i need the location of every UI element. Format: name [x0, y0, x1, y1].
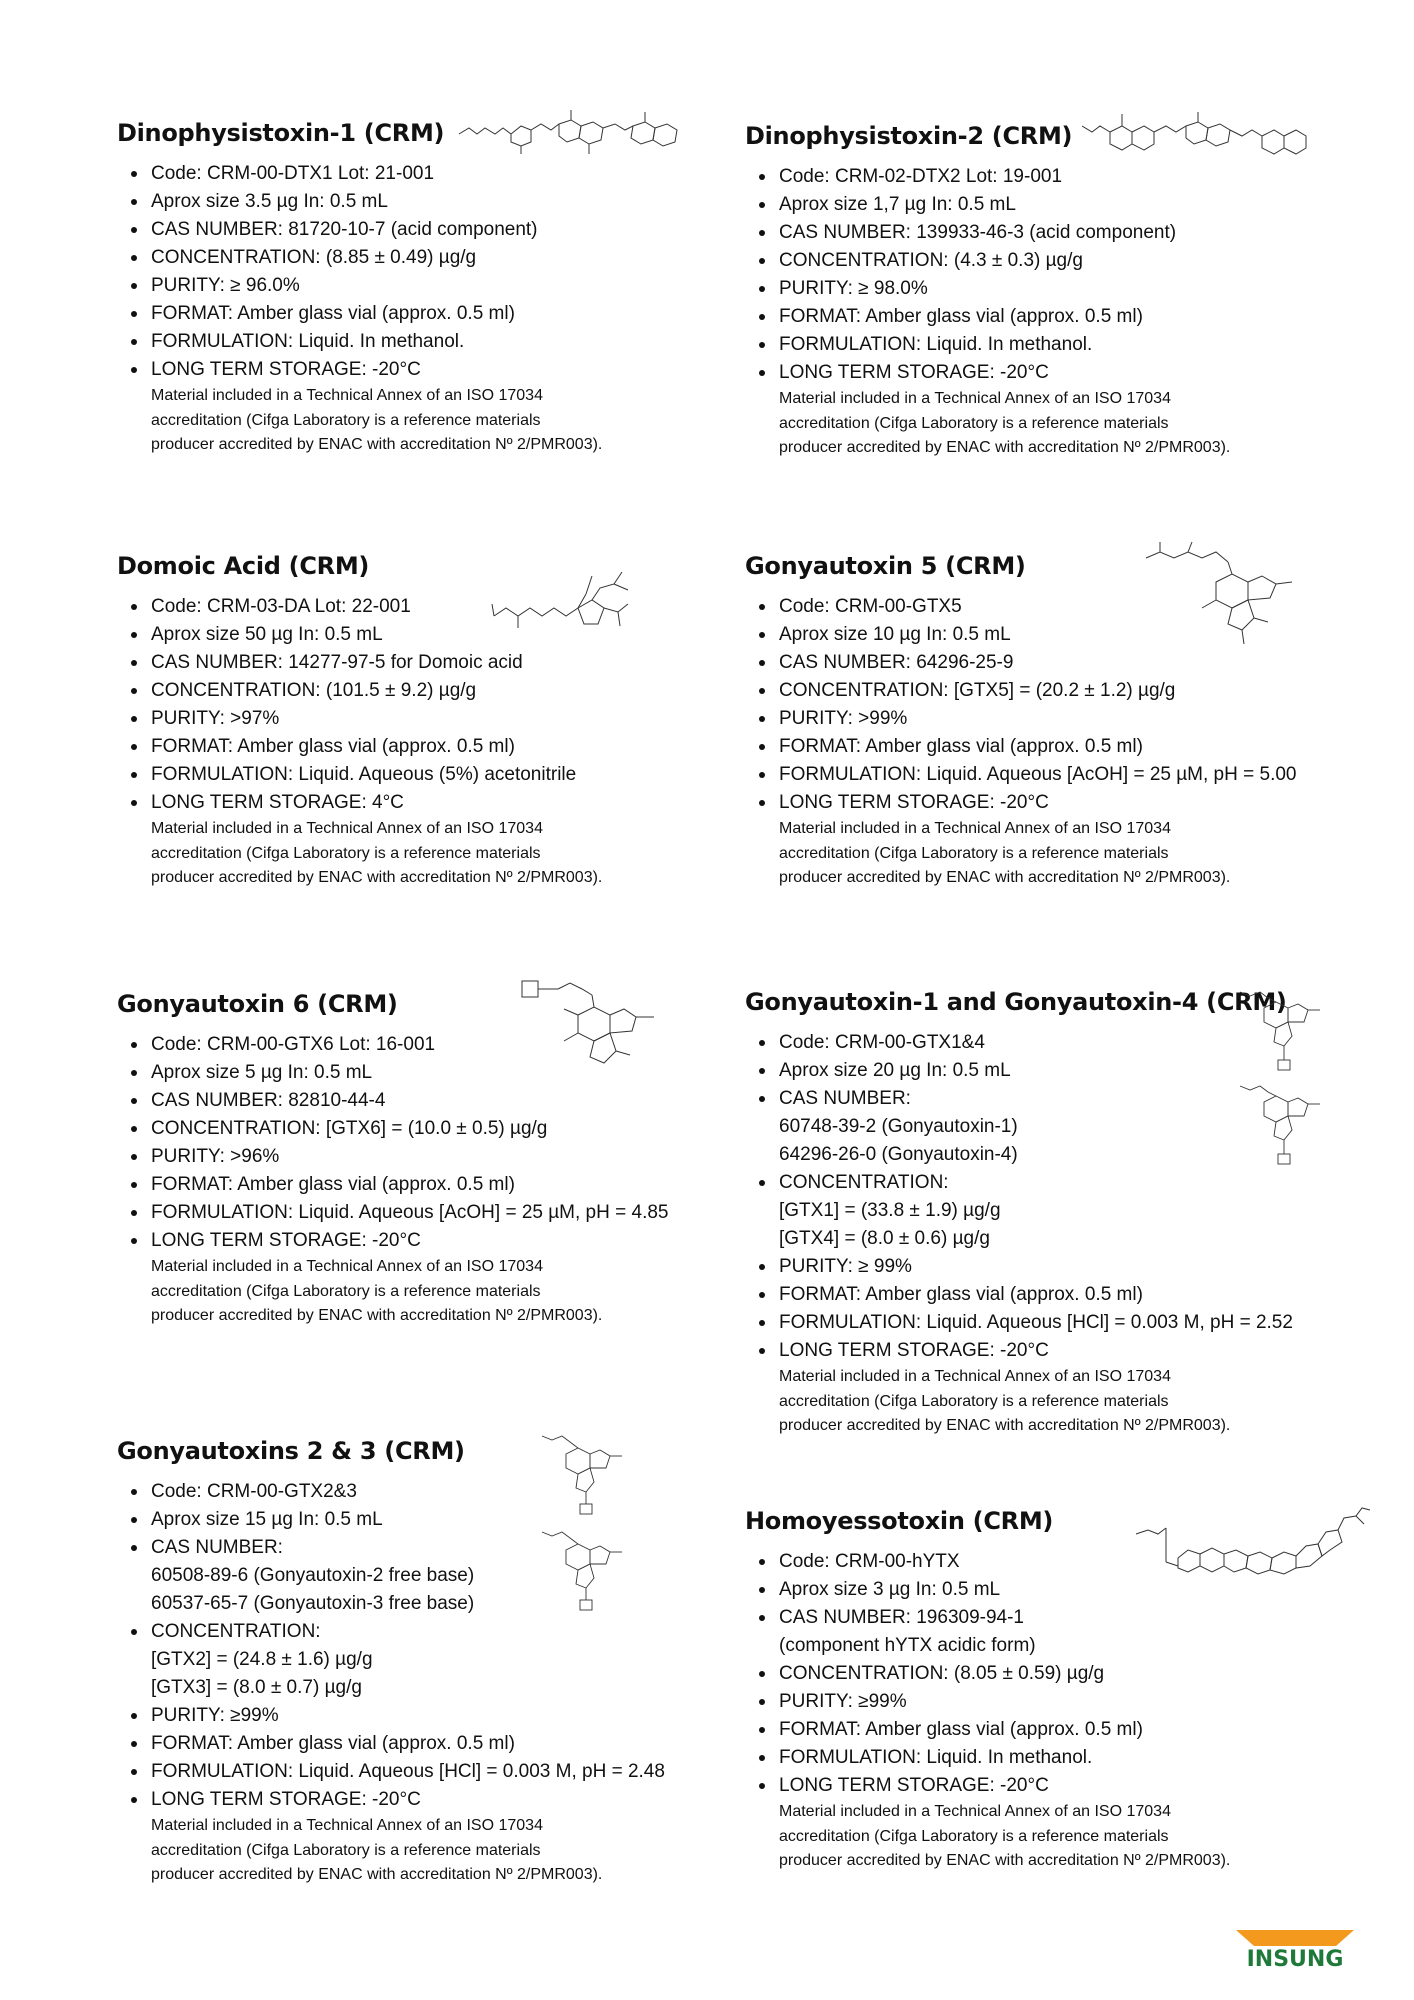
spec-item — [745, 1169, 1345, 1253]
spec-line: FORMAT: Amber glass vial (approx. 0.5 ml) — [779, 1719, 1143, 1740]
spec-item — [745, 761, 1345, 789]
spec-line: PURITY: >97% — [151, 708, 280, 729]
spec-line: LONG TERM STORAGE: -20°C — [779, 792, 1049, 813]
spec-line: FORMAT: Amber glass vial (approx. 0.5 ml) — [779, 736, 1143, 757]
spec-line: Code: CRM-00-GTX6 Lot: 16-001 — [151, 1034, 436, 1055]
spec-line: Code: CRM-00-hYTX — [779, 1551, 960, 1572]
spec-line: FORMULATION: Liquid. Aqueous [HCl] = 0.003 M, pH = 2.48 — [151, 1761, 665, 1782]
spec-line: CONCENTRATION: (101.5 ± 9.2) µg/g — [151, 680, 477, 701]
spec-item — [745, 1772, 1345, 1800]
spec-item — [117, 1115, 717, 1143]
spec-item — [745, 219, 1345, 247]
spec-item — [117, 789, 717, 817]
spec-line: CAS NUMBER: 82810-44-4 — [151, 1090, 386, 1111]
dtx1-structure-icon — [455, 104, 685, 158]
spec-item — [745, 733, 1345, 761]
product-title: Domoic Acid (CRM) — [117, 552, 370, 580]
spec-item — [117, 761, 717, 789]
spec-line: FORMULATION: Liquid. Aqueous [AcOH] = 25 µM, pH = 4.85 — [151, 1202, 669, 1223]
spec-line: Code: CRM-02-DTX2 Lot: 19-001 — [779, 166, 1063, 187]
spec-item — [745, 789, 1345, 817]
spec-line: 60537-65-7 (Gonyautoxin-3 free base) — [151, 1593, 475, 1614]
dtx2-structure-icon — [1078, 106, 1310, 160]
spec-line: 64296-26-0 (Gonyautoxin-4) — [779, 1144, 1018, 1165]
spec-item — [745, 1604, 1345, 1660]
spec-item — [117, 1171, 717, 1199]
spec-item — [745, 1744, 1345, 1772]
product-title: Dinophysistoxin-1 (CRM) — [117, 119, 445, 147]
spec-line: FORMAT: Amber glass vial (approx. 0.5 ml) — [151, 303, 515, 324]
spec-line: Code: CRM-00-DTX1 Lot: 21-001 — [151, 163, 435, 184]
spec-item — [745, 1309, 1345, 1337]
logo-text: INSUNG — [1246, 1947, 1344, 1972]
spec-line: CONCENTRATION: (8.05 ± 0.59) µg/g — [779, 1663, 1105, 1684]
spec-line: 60508-89-6 (Gonyautoxin-2 free base) — [151, 1565, 475, 1586]
spec-line: Code: CRM-00-GTX2&3 — [151, 1481, 357, 1502]
spec-item — [117, 356, 717, 384]
spec-line: FORMAT: Amber glass vial (approx. 0.5 ml) — [151, 736, 515, 757]
note-line: Material included in a Technical Annex of an ISO 17034 — [151, 1258, 543, 1275]
spec-line: PURITY: ≥ 96.0% — [151, 275, 300, 296]
spec-line: CONCENTRATION: (8.85 ± 0.49) µg/g — [151, 247, 477, 268]
spec-line: Code: CRM-00-GTX1&4 — [779, 1032, 985, 1053]
spec-item — [745, 705, 1345, 733]
accreditation-note — [779, 817, 1345, 891]
note-line: producer accredited by ENAC with accreditation Nº 2/PMR003). — [779, 1852, 1231, 1869]
spec-line: LONG TERM STORAGE: 4°C — [151, 792, 404, 813]
spec-line: Aprox size 3.5 µg In: 0.5 mL — [151, 191, 388, 212]
spec-line: PURITY: ≥99% — [151, 1705, 279, 1726]
note-line: accreditation (Cifga Laboratory is a reference materials — [779, 844, 1169, 862]
spec-item — [117, 160, 717, 188]
gtx6-structure-icon — [508, 975, 662, 1079]
spec-line: CAS NUMBER: 81720-10-7 (acid component) — [151, 219, 538, 240]
product-card-dtx1 — [117, 118, 717, 458]
note-line: accreditation (Cifga Laboratory is a reference materials — [779, 1392, 1169, 1410]
note-line: accreditation (Cifga Laboratory is a reference materials — [779, 414, 1169, 432]
spec-item — [745, 1688, 1345, 1716]
spec-item — [745, 303, 1345, 331]
note-line: accreditation (Cifga Laboratory is a reference materials — [151, 1282, 541, 1300]
note-line: Material included in a Technical Annex of an ISO 17034 — [151, 387, 543, 404]
note-line: Material included in a Technical Annex of an ISO 17034 — [779, 390, 1171, 407]
spec-line: Aprox size 15 µg In: 0.5 mL — [151, 1509, 383, 1530]
spec-line: Code: CRM-03-DA Lot: 22-001 — [151, 596, 411, 617]
spec-item — [745, 275, 1345, 303]
spec-item — [745, 359, 1345, 387]
spec-line: CONCENTRATION: (4.3 ± 0.3) µg/g — [779, 250, 1083, 271]
note-line: Material included in a Technical Annex of an ISO 17034 — [779, 1803, 1171, 1820]
note-line: producer accredited by ENAC with accreditation Nº 2/PMR003). — [779, 1417, 1231, 1434]
spec-item — [117, 1758, 717, 1786]
spec-line: LONG TERM STORAGE: -20°C — [779, 362, 1049, 383]
note-line: Material included in a Technical Annex of an ISO 17034 — [151, 820, 543, 837]
spec-line: CAS NUMBER: — [779, 1088, 911, 1109]
accreditation-note — [151, 384, 717, 458]
spec-line: (component hYTX acidic form) — [779, 1635, 1036, 1656]
spec-line: CAS NUMBER: — [151, 1537, 283, 1558]
spec-item — [117, 1199, 717, 1227]
note-line: accreditation (Cifga Laboratory is a reference materials — [779, 1827, 1169, 1845]
spec-line: Aprox size 50 µg In: 0.5 mL — [151, 624, 383, 645]
spec-item — [117, 1227, 717, 1255]
product-title: Homoyessotoxin (CRM) — [745, 1507, 1054, 1535]
product-title: Dinophysistoxin-2 (CRM) — [745, 122, 1073, 150]
spec-line: [GTX4] = (8.0 ± 0.6) µg/g — [779, 1228, 990, 1249]
spec-line: Code: CRM-00-GTX5 — [779, 596, 962, 617]
spec-line: PURITY: ≥99% — [779, 1691, 907, 1712]
spec-line: LONG TERM STORAGE: -20°C — [151, 1230, 421, 1251]
spec-line: CONCENTRATION: [GTX6] = (10.0 ± 0.5) µg/g — [151, 1118, 548, 1139]
spec-line: CAS NUMBER: 14277-97-5 for Domoic acid — [151, 652, 523, 673]
spec-line: Aprox size 3 µg In: 0.5 mL — [779, 1579, 1001, 1600]
product-title: Gonyautoxin-1 and Gonyautoxin-4 (CRM) — [745, 988, 1287, 1016]
spec-line: Aprox size 5 µg In: 0.5 mL — [151, 1062, 373, 1083]
spec-line: CAS NUMBER: 64296-25-9 — [779, 652, 1014, 673]
spec-item — [745, 191, 1345, 219]
product-card-dtx2 — [745, 121, 1345, 461]
note-line: Material included in a Technical Annex of an ISO 17034 — [779, 820, 1171, 837]
spec-line: FORMULATION: Liquid. In methanol. — [779, 1747, 1093, 1768]
spec-line: PURITY: ≥ 98.0% — [779, 278, 928, 299]
note-line: accreditation (Cifga Laboratory is a reference materials — [151, 1841, 541, 1859]
spec-item — [117, 733, 717, 761]
gtx1-4-structure-icon — [1234, 986, 1326, 1176]
spec-line: FORMULATION: Liquid. Aqueous (5%) acetonitrile — [151, 764, 577, 785]
note-line: accreditation (Cifga Laboratory is a reference materials — [151, 844, 541, 862]
hytx-structure-icon — [1130, 1500, 1374, 1600]
spec-line: CONCENTRATION: — [779, 1172, 949, 1193]
spec-item — [117, 1702, 717, 1730]
spec-line: FORMULATION: Liquid. Aqueous [AcOH] = 25 µM, pH = 5.00 — [779, 764, 1297, 785]
spec-item — [117, 188, 717, 216]
spec-item — [745, 1253, 1345, 1281]
spec-line: CONCENTRATION: — [151, 1621, 321, 1642]
spec-line: LONG TERM STORAGE: -20°C — [779, 1775, 1049, 1796]
spec-line: FORMAT: Amber glass vial (approx. 0.5 ml) — [779, 306, 1143, 327]
product-title: Gonyautoxin 6 (CRM) — [117, 990, 398, 1018]
spec-item — [117, 300, 717, 328]
spec-item — [117, 705, 717, 733]
spec-item — [117, 677, 717, 705]
spec-line: LONG TERM STORAGE: -20°C — [151, 359, 421, 380]
accreditation-note — [779, 387, 1345, 461]
spec-line: PURITY: >96% — [151, 1146, 280, 1167]
spec-line: CONCENTRATION: [GTX5] = (20.2 ± 1.2) µg/g — [779, 680, 1176, 701]
product-title: Gonyautoxin 5 (CRM) — [745, 552, 1026, 580]
spec-line: Aprox size 20 µg In: 0.5 mL — [779, 1060, 1011, 1081]
spec-line: Aprox size 1,7 µg In: 0.5 mL — [779, 194, 1016, 215]
spec-line: CAS NUMBER: 196309-94-1 — [779, 1607, 1024, 1628]
spec-item — [117, 1143, 717, 1171]
spec-line: FORMULATION: Liquid. In methanol. — [779, 334, 1093, 355]
spec-line: [GTX2] = (24.8 ± 1.6) µg/g — [151, 1649, 373, 1670]
spec-line: CAS NUMBER: 139933-46-3 (acid component) — [779, 222, 1177, 243]
spec-item — [745, 677, 1345, 705]
spec-item — [117, 1087, 717, 1115]
spec-item — [117, 216, 717, 244]
note-line: producer accredited by ENAC with accreditation Nº 2/PMR003). — [779, 869, 1231, 886]
accreditation-note — [779, 1365, 1345, 1439]
spec-line: FORMAT: Amber glass vial (approx. 0.5 ml) — [151, 1174, 515, 1195]
spec-item — [117, 1618, 717, 1702]
note-line: producer accredited by ENAC with accreditation Nº 2/PMR003). — [151, 436, 603, 453]
note-line: Material included in a Technical Annex of an ISO 17034 — [779, 1368, 1171, 1385]
spec-item — [745, 1281, 1345, 1309]
note-line: Material included in a Technical Annex of an ISO 17034 — [151, 1817, 543, 1834]
spec-item — [745, 331, 1345, 359]
spec-line: FORMAT: Amber glass vial (approx. 0.5 ml) — [151, 1733, 515, 1754]
accreditation-note — [151, 1814, 717, 1888]
spec-line: PURITY: ≥ 99% — [779, 1256, 912, 1277]
spec-line: [GTX3] = (8.0 ± 0.7) µg/g — [151, 1677, 362, 1698]
spec-item — [117, 272, 717, 300]
spec-item — [745, 1337, 1345, 1365]
note-line: producer accredited by ENAC with accreditation Nº 2/PMR003). — [151, 869, 603, 886]
spec-line: 60748-39-2 (Gonyautoxin-1) — [779, 1116, 1018, 1137]
note-line: accreditation (Cifga Laboratory is a reference materials — [151, 411, 541, 429]
note-line: producer accredited by ENAC with accreditation Nº 2/PMR003). — [151, 1307, 603, 1324]
spec-item — [117, 1730, 717, 1758]
gtx2-3-structure-icon — [536, 1428, 628, 1624]
spec-item — [117, 328, 717, 356]
spec-item — [117, 649, 717, 677]
spec-list — [117, 160, 717, 384]
spec-item — [745, 1716, 1345, 1744]
spec-item — [745, 247, 1345, 275]
note-line: producer accredited by ENAC with accreditation Nº 2/PMR003). — [151, 1866, 603, 1883]
gtx5-structure-icon — [1136, 536, 1304, 660]
spec-item — [745, 163, 1345, 191]
spec-line: [GTX1] = (33.8 ± 1.9) µg/g — [779, 1200, 1001, 1221]
spec-item — [117, 244, 717, 272]
spec-line: PURITY: >99% — [779, 708, 908, 729]
spec-line: LONG TERM STORAGE: -20°C — [779, 1340, 1049, 1361]
accreditation-note — [779, 1800, 1345, 1874]
note-line: producer accredited by ENAC with accreditation Nº 2/PMR003). — [779, 439, 1231, 456]
insung-logo-swoosh-icon — [1236, 1930, 1354, 1946]
spec-item — [117, 1786, 717, 1814]
spec-line: FORMULATION: Liquid. In methanol. — [151, 331, 465, 352]
accreditation-note — [151, 817, 717, 891]
spec-line: Aprox size 10 µg In: 0.5 mL — [779, 624, 1011, 645]
spec-list — [745, 163, 1345, 387]
spec-line: FORMULATION: Liquid. Aqueous [HCl] = 0.003 M, pH = 2.52 — [779, 1312, 1293, 1333]
spec-line: LONG TERM STORAGE: -20°C — [151, 1789, 421, 1810]
spec-line: FORMAT: Amber glass vial (approx. 0.5 ml) — [779, 1284, 1143, 1305]
insung-logo — [1236, 1928, 1354, 1972]
domoic-acid-structure-icon — [488, 564, 638, 638]
spec-item — [745, 1660, 1345, 1688]
product-title: Gonyautoxins 2 & 3 (CRM) — [117, 1437, 465, 1465]
accreditation-note — [151, 1255, 717, 1329]
